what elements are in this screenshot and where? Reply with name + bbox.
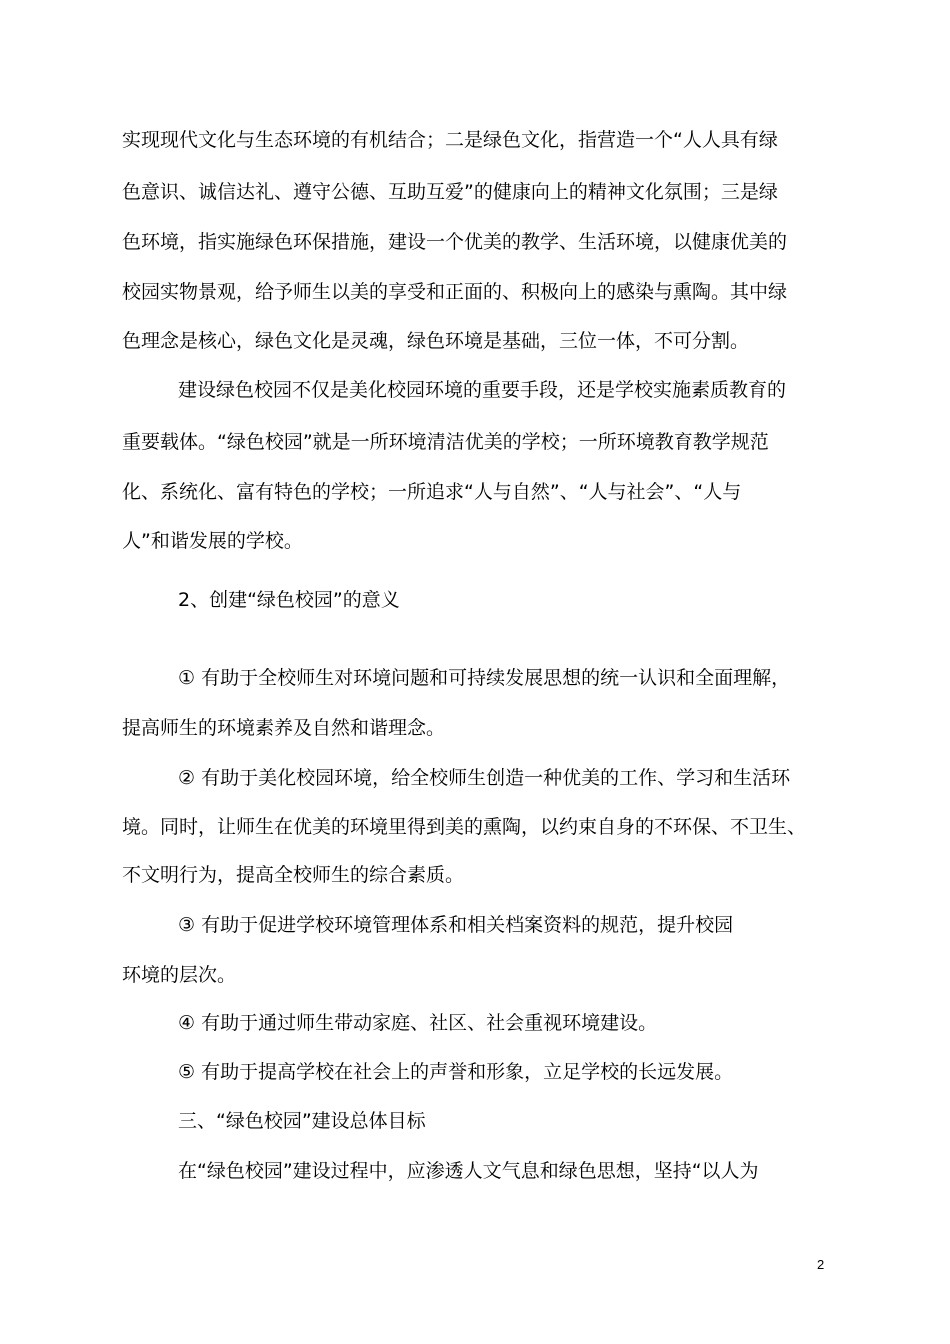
text-line: 色环境，指实施绿色环保措施，建设一个优美的教学、生活环境，以健康优美的 <box>122 231 788 253</box>
list-item: ① 有助于全校师生对环境问题和可持续发展思想的统一认识和全面理解， <box>178 667 791 689</box>
page-number: 2 <box>817 1257 825 1272</box>
list-item: ③ 有助于促进学校环境管理体系和相关档案资料的规范，提升校园 <box>178 914 734 936</box>
list-item: ④ 有助于通过师生带动家庭、社区、社会重视环境建设。 <box>178 1012 658 1034</box>
text-line: 境。同时，让师生在优美的环境里得到美的熏陶，以约束自身的不环保、不卫生、 <box>122 816 807 838</box>
text-line: 实现现代文化与生态环境的有机结合；二是绿色文化，指营造一个“人人具有绿 <box>122 129 778 151</box>
list-item: ② 有助于美化校园环境，给全校师生创造一种优美的工作、学习和生活环 <box>178 767 791 789</box>
text-line: 在“绿色校园”建设过程中，应渗透人文气息和绿色思想，坚持“以人为 <box>178 1160 759 1182</box>
text-line: 人”和谐发展的学校。 <box>122 530 303 552</box>
section-heading: 三、“绿色校园”建设总体目标 <box>178 1110 426 1132</box>
text-line: 提高师生的环境素养及自然和谐理念。 <box>122 717 446 739</box>
section-heading: 2、创建“绿色校园”的意义 <box>178 589 400 611</box>
text-line: 不文明行为，提高全校师生的综合素质。 <box>122 864 465 886</box>
text-line: 建设绿色校园不仅是美化校园环境的重要手段，还是学校实施素质教育的 <box>178 379 787 401</box>
text-line: 色理念是核心，绿色文化是灵魂，绿色环境是基础，三位一体，不可分割。 <box>122 330 750 352</box>
list-item: ⑤ 有助于提高学校在社会上的声誉和形象，立足学校的长远发展。 <box>178 1061 734 1083</box>
text-line: 重要载体。“绿色校园”就是一所环境清洁优美的学校；一所环境教育教学规范 <box>122 431 769 453</box>
text-line: 色意识、诚信达礼、遵守公德、互助互爱”的健康向上的精神文化氛围；三是绿 <box>122 181 778 203</box>
text-line: 环境的层次。 <box>122 964 237 986</box>
text-line: 校园实物景观，给予师生以美的享受和正面的、积极向上的感染与熏陶。其中绿 <box>122 281 788 303</box>
text-line: 化、系统化、富有特色的学校；一所追求“人与自然”、“人与社会”、“人与 <box>122 481 742 503</box>
